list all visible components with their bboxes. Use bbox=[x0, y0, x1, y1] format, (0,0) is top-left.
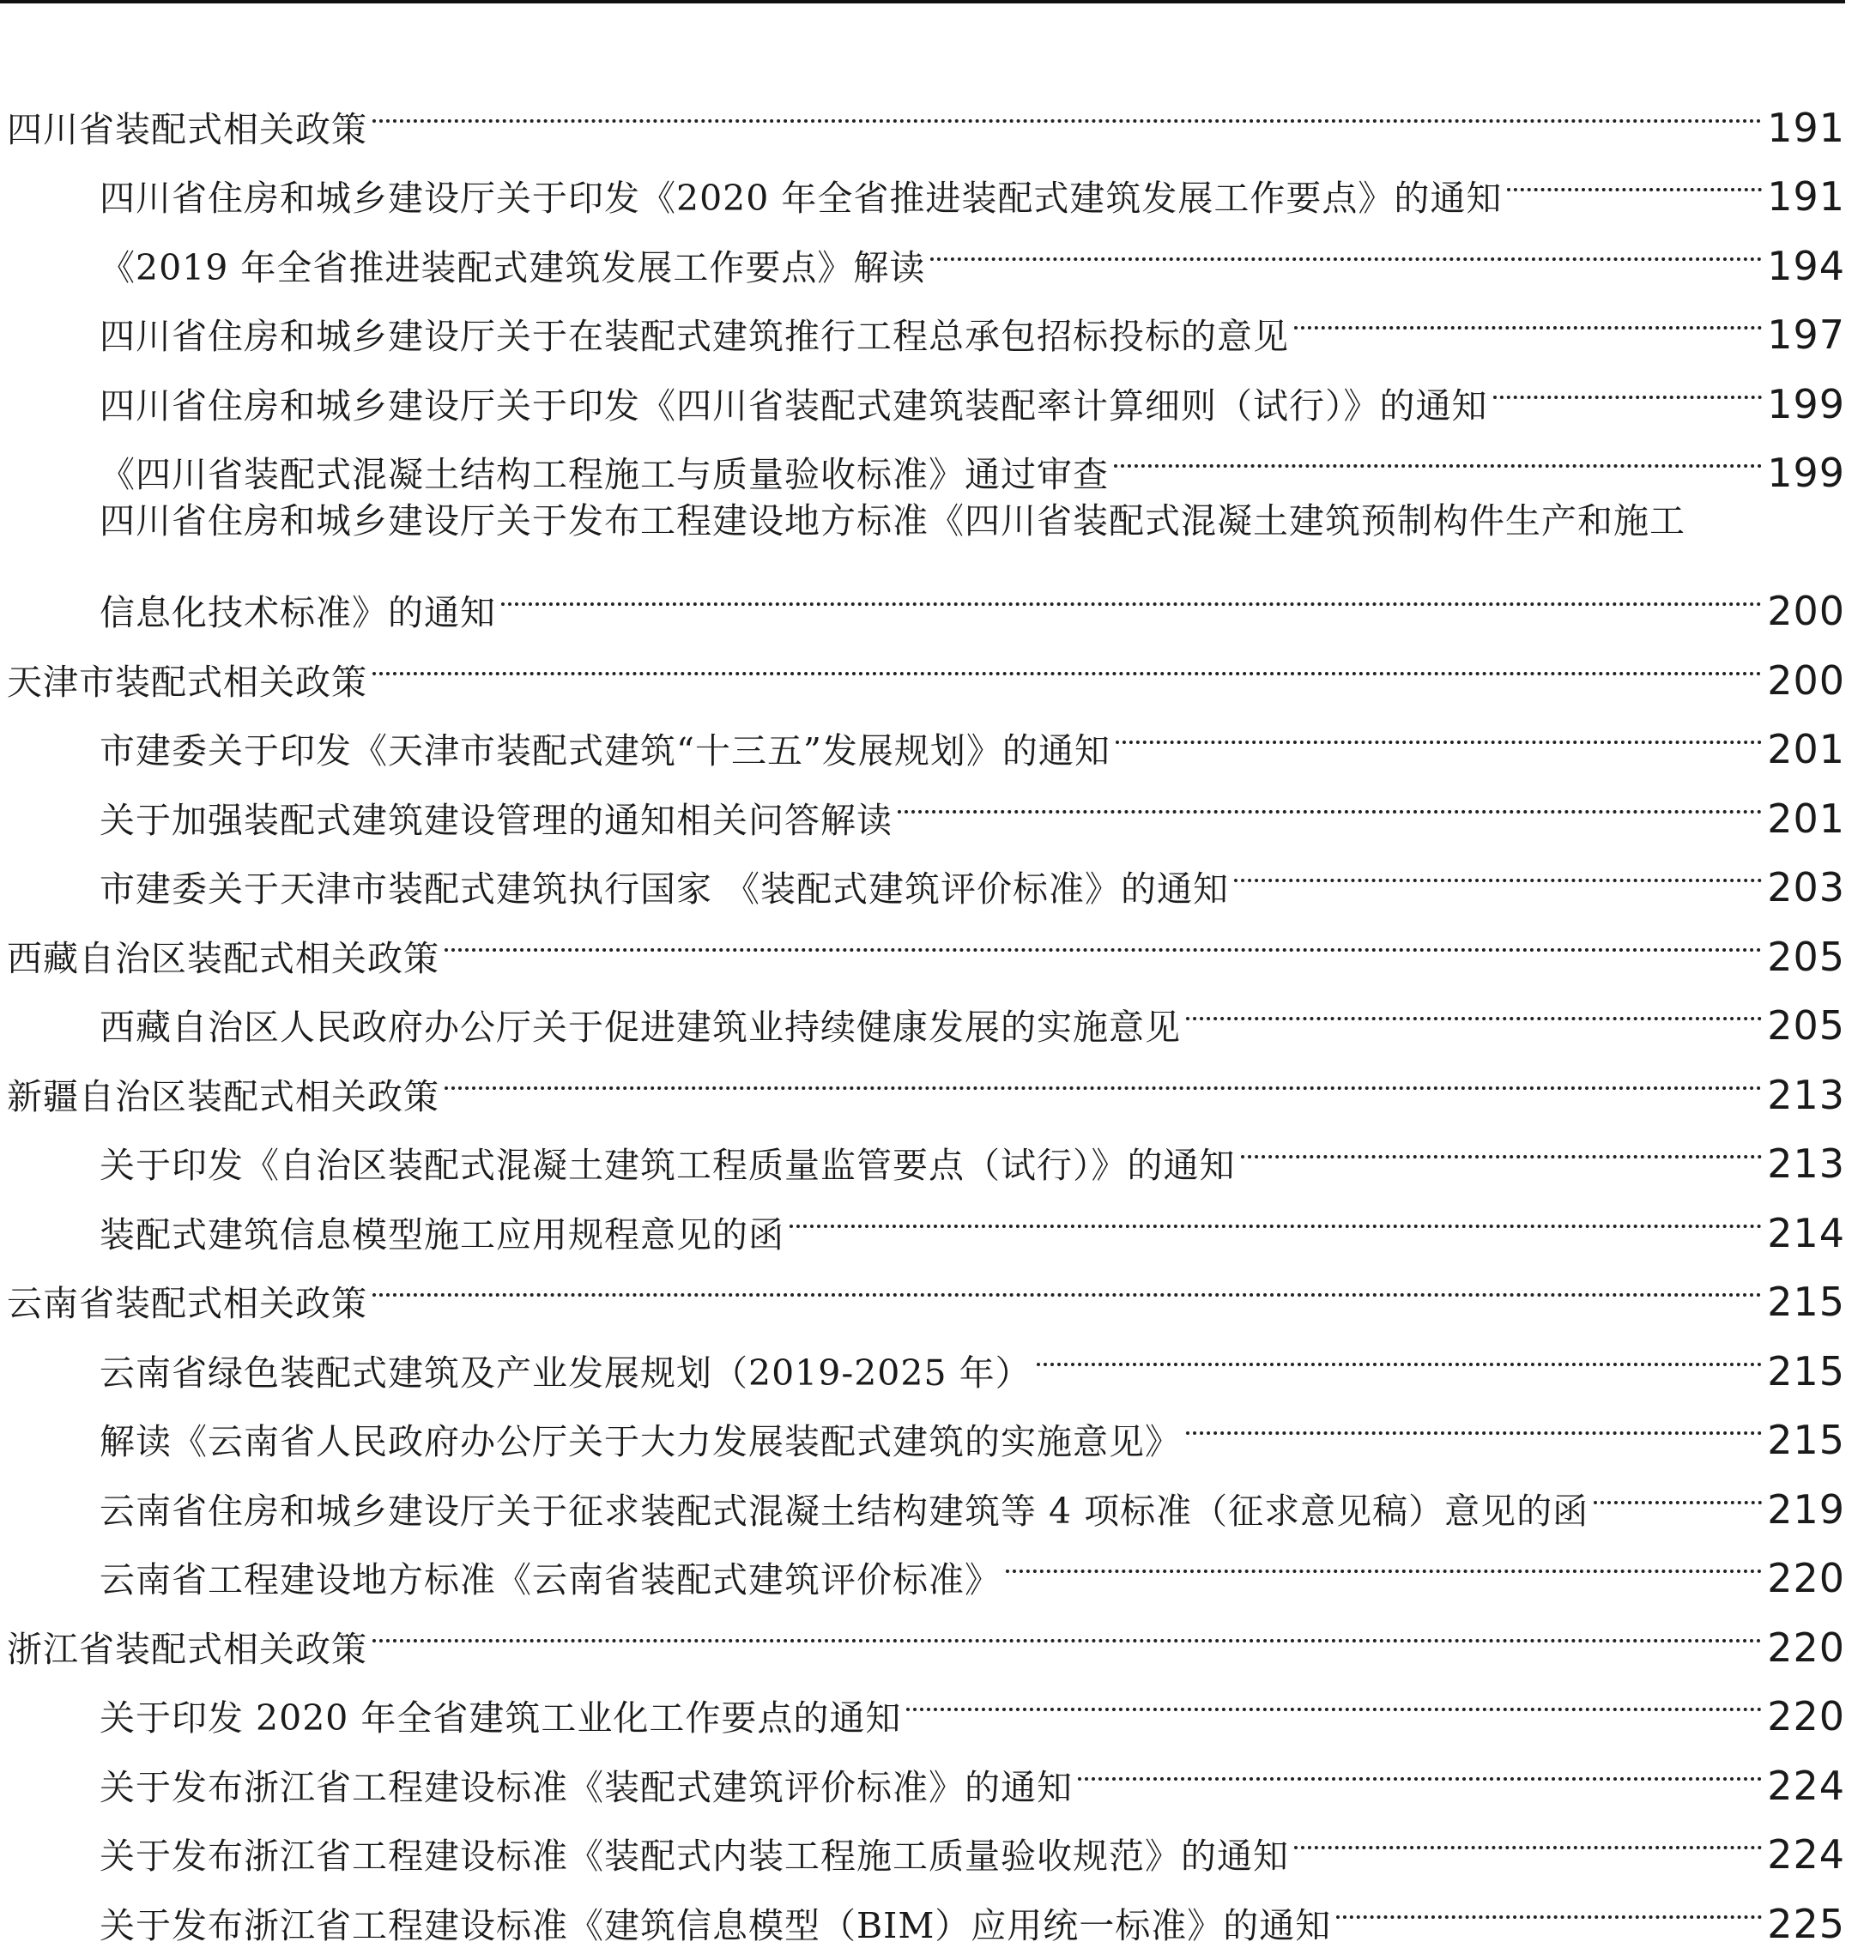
toc-page-number: 215 bbox=[1767, 1267, 1845, 1337]
toc-title: 市建委关于印发《天津市装配式建筑“十三五”发展规划》的通知 bbox=[100, 717, 1110, 786]
toc-title: 四川省装配式相关政策 bbox=[7, 95, 367, 165]
toc-title: 新疆自治区装配式相关政策 bbox=[7, 1062, 439, 1132]
toc-page-number: 220 bbox=[1767, 1682, 1845, 1751]
toc-entry-wrapped-cont[interactable] bbox=[0, 556, 1845, 626]
toc-page-number: 214 bbox=[1767, 1199, 1845, 1268]
toc-title: 《四川省装配式混凝土结构工程施工与质量验收标准》通过审查 bbox=[100, 440, 1109, 510]
toc-leader bbox=[1507, 142, 1762, 211]
toc-page-number: 220 bbox=[1767, 1613, 1845, 1683]
toc-leader bbox=[372, 72, 1762, 142]
toc-leader bbox=[898, 763, 1762, 832]
toc-page-number: 205 bbox=[1767, 991, 1845, 1061]
toc-leader bbox=[1114, 418, 1762, 487]
toc-leader bbox=[1116, 694, 1762, 764]
toc-title: 西藏自治区人民政府办公厅关于促进建筑业持续健康发展的实施意见 bbox=[100, 993, 1181, 1062]
toc-title: 四川省住房和城乡建设厅关于在装配式建筑推行工程总承包招标投标的意见 bbox=[100, 302, 1289, 372]
toc-page-number: 199 bbox=[1767, 370, 1845, 439]
toc-title: 四川省住房和城乡建设厅关于发布工程建设地方标准《四川省装配式混凝土建筑预制构件生产和施工 bbox=[100, 487, 1685, 556]
toc-page-number: 224 bbox=[1767, 1820, 1845, 1890]
toc-leader bbox=[372, 1592, 1762, 1661]
toc-leader bbox=[372, 1247, 1762, 1316]
table-of-contents bbox=[0, 72, 1845, 1938]
toc-page-number: 197 bbox=[1767, 300, 1845, 370]
toc-leader bbox=[445, 901, 1762, 971]
toc-page-number: 191 bbox=[1767, 162, 1845, 232]
toc-leader bbox=[1078, 1730, 1762, 1800]
toc-leader bbox=[445, 1039, 1762, 1109]
toc-leader bbox=[1336, 1868, 1762, 1938]
toc-leader bbox=[1186, 971, 1762, 1040]
toc-page-number: 200 bbox=[1767, 577, 1845, 646]
toc-page-number: 200 bbox=[1767, 646, 1845, 716]
toc-page-number: 224 bbox=[1767, 1751, 1845, 1821]
toc-title: 云南省住房和城乡建设厅关于征求装配式混凝土结构建筑等 4 项标准（征求意见稿）意见的函 bbox=[100, 1477, 1589, 1546]
toc-page-number: 220 bbox=[1767, 1544, 1845, 1613]
toc-page-number: 225 bbox=[1767, 1890, 1845, 1959]
toc-page-number: 213 bbox=[1767, 1129, 1845, 1199]
toc-leader bbox=[1294, 280, 1762, 349]
toc-title: 关于印发 2020 年全省建筑工业化工作要点的通知 bbox=[100, 1684, 901, 1753]
toc-leader bbox=[1294, 1800, 1762, 1869]
toc-title: 信息化技术标准》的通知 bbox=[100, 578, 496, 648]
toc-title: 关于加强装配式建筑建设管理的通知相关问答解读 bbox=[100, 786, 893, 856]
toc-leader bbox=[906, 1661, 1762, 1731]
toc-page-number: 219 bbox=[1767, 1475, 1845, 1545]
toc-page-number: 215 bbox=[1767, 1406, 1845, 1475]
toc-leader bbox=[790, 1177, 1762, 1247]
toc-page-number: 215 bbox=[1767, 1337, 1845, 1406]
toc-leader bbox=[1037, 1316, 1763, 1385]
toc-page-number: 205 bbox=[1767, 923, 1845, 992]
toc-title: 装配式建筑信息模型施工应用规程意见的函 bbox=[100, 1201, 784, 1270]
toc-leader bbox=[501, 556, 1762, 626]
toc-page-number: 203 bbox=[1767, 853, 1845, 923]
toc-page-number: 213 bbox=[1767, 1061, 1845, 1130]
toc-title: 关于发布浙江省工程建设标准《建筑信息模型（BIM）应用统一标准》的通知 bbox=[100, 1891, 1331, 1960]
toc-page-number: 191 bbox=[1767, 94, 1845, 163]
toc-title: 《2019 年全省推进装配式建筑发展工作要点》解读 bbox=[100, 233, 925, 303]
toc-page-number: 194 bbox=[1767, 232, 1845, 301]
toc-leader bbox=[1234, 832, 1762, 902]
toc-leader bbox=[1186, 1385, 1762, 1455]
top-rule bbox=[0, 0, 1845, 3]
toc-leader bbox=[1493, 348, 1763, 418]
toc-page-number: 199 bbox=[1767, 439, 1845, 508]
toc-leader bbox=[1006, 1523, 1762, 1593]
toc-title: 市建委关于天津市装配式建筑执行国家 《装配式建筑评价标准》的通知 bbox=[100, 855, 1229, 924]
toc-title: 四川省住房和城乡建设厅关于印发《2020 年全省推进装配式建筑发展工作要点》的通知 bbox=[100, 164, 1502, 233]
toc-leader bbox=[1241, 1109, 1763, 1178]
toc-title: 云南省装配式相关政策 bbox=[7, 1269, 367, 1339]
toc-title: 关于印发《自治区装配式混凝土建筑工程质量监管要点（试行）》的通知 bbox=[100, 1131, 1236, 1201]
toc-title: 关于发布浙江省工程建设标准《装配式内装工程施工质量验收规范》的通知 bbox=[100, 1822, 1289, 1891]
toc-page-number: 201 bbox=[1767, 715, 1845, 784]
toc-leader bbox=[372, 625, 1762, 694]
toc-title: 关于发布浙江省工程建设标准《装配式建筑评价标准》的通知 bbox=[100, 1753, 1073, 1823]
toc-title: 云南省工程建设地方标准《云南省装配式建筑评价标准》 bbox=[100, 1546, 1001, 1615]
toc-entry-wrapped[interactable] bbox=[0, 487, 1845, 556]
toc-title: 天津市装配式相关政策 bbox=[7, 648, 367, 717]
toc-leader bbox=[1594, 1454, 1762, 1523]
toc-title: 浙江省装配式相关政策 bbox=[7, 1615, 367, 1685]
toc-leader bbox=[930, 210, 1762, 280]
toc-title: 四川省住房和城乡建设厅关于印发《四川省装配式建筑装配率计算细则（试行）》的通知 bbox=[100, 372, 1488, 441]
toc-page-number: 201 bbox=[1767, 784, 1845, 854]
toc-section-sichuan[interactable] bbox=[0, 72, 1845, 142]
toc-title: 云南省绿色装配式建筑及产业发展规划（2019-2025 年） bbox=[100, 1339, 1032, 1408]
toc-title: 西藏自治区装配式相关政策 bbox=[7, 924, 439, 994]
toc-title: 解读《云南省人民政府办公厅关于大力发展装配式建筑的实施意见》 bbox=[100, 1407, 1181, 1477]
